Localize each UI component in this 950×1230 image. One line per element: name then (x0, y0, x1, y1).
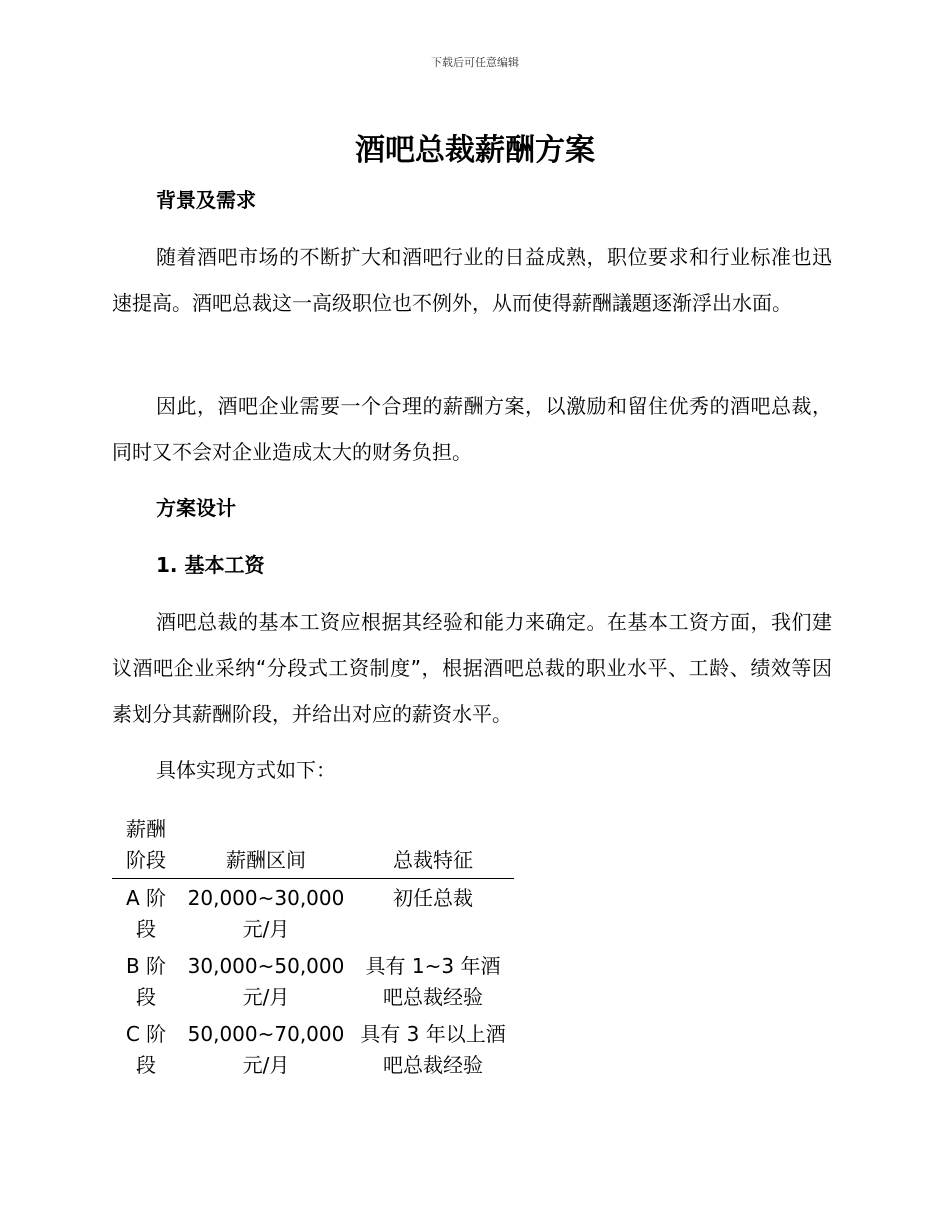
paragraph-base-salary-2: 具体实现方式如下： (156, 758, 336, 782)
salary-table (112, 812, 514, 1083)
section-heading-design: 方案设计 (156, 496, 236, 520)
table-cell-stage: B 阶段 (125, 954, 167, 1009)
table-cell-feature: 初任总裁 (393, 886, 473, 910)
table-row (112, 947, 514, 1015)
table-header-row (112, 812, 514, 879)
header-note: 下载后可任意编辑 (431, 56, 519, 69)
paragraph-base-salary-1: 酒吧总裁的基本工资应根据其经验和能力来确定。在基本工资方面，我们建议酒吧企业采纳“分段式工资制度”，根据酒吧总裁的职业水平、工龄、绩效等因素划分其薪酬阶段，并给出对应的薪资水平。 (112, 610, 832, 726)
table-header-cell: 薪酬区间 (226, 848, 306, 872)
table-cell-stage: C 阶段 (125, 1022, 167, 1077)
section-heading-base-salary: 1. 基本工资 (156, 553, 265, 577)
table-cell-feature: 具有 1~3 年酒吧总裁经验 (365, 954, 501, 1009)
table-row (112, 1015, 514, 1083)
table-cell-range: 30,000~50,000 元/月 (187, 954, 345, 1009)
section-heading-background: 背景及需求 (156, 188, 256, 212)
paragraph-background-2: 因此，酒吧企业需要一个合理的薪酬方案，以激励和留住优秀的酒吧总裁，同时又不会对企业造成太大的财务负担。 (112, 394, 832, 464)
table-cell-range: 50,000~70,000 元/月 (187, 1022, 345, 1077)
table-cell-range: 20,000~30,000 元/月 (187, 886, 345, 941)
table-cell-stage: A 阶段 (125, 886, 167, 941)
paragraph-background-1: 随着酒吧市场的不断扩大和酒吧行业的日益成熟，职位要求和行业标准也迅速提高。酒吧总裁这一高级职位也不例外，从而使得薪酬議題逐渐浮出水面。 (112, 245, 832, 315)
table-cell-feature: 具有 3 年以上酒吧总裁经验 (360, 1022, 506, 1077)
table-row (112, 879, 514, 948)
table-header-cell: 总裁特征 (393, 848, 473, 872)
document-title: 酒吧总裁薪酬方案 (355, 133, 595, 168)
table-header-cell: 薪酬阶段 (126, 817, 166, 872)
